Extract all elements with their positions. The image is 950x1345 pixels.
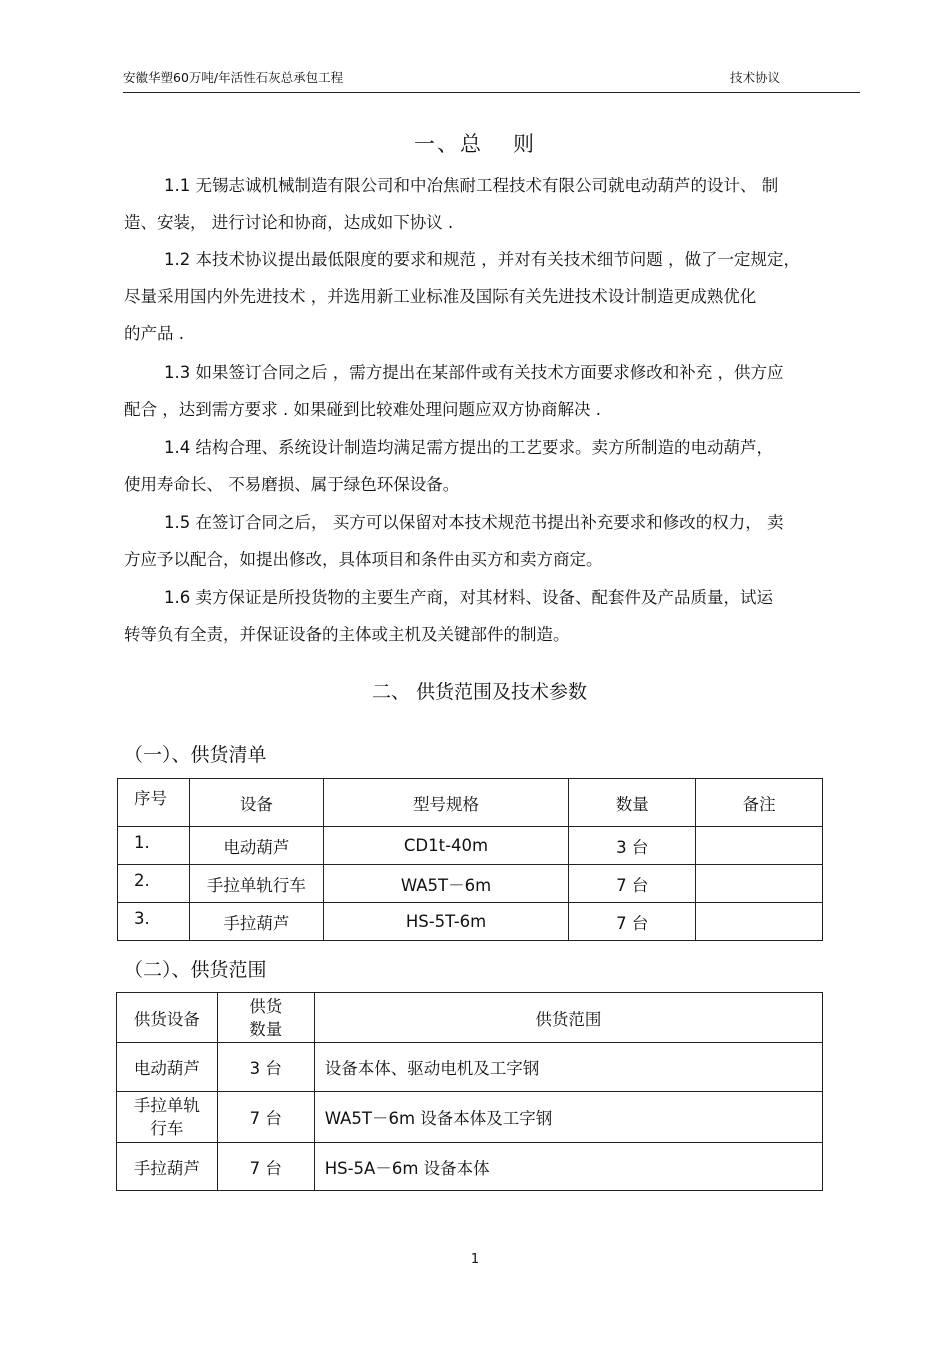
table-cell: CD1t-40m <box>323 827 569 865</box>
table-cell: 3 台 <box>569 827 696 865</box>
table-row <box>117 1092 823 1143</box>
clause-line: 1.2 本技术协议提出最低限度的要求和规范 ，并对有关技术细节问题 ，做了一定规定， <box>164 250 800 269</box>
supply-list-title: （一）、供货清单 <box>124 744 267 766</box>
clause-line: 1.5 在签订合同之后， 买方可以保留对本技术规范书提出补充要求和修改的权力， 卖 <box>164 513 784 532</box>
table-cell: 1. <box>118 827 190 865</box>
clause-1-3 <box>124 354 864 428</box>
header-cell: 设备 <box>189 779 323 827</box>
table-cell: HS-5T-6m <box>323 903 569 941</box>
table-row <box>118 827 823 865</box>
table-cell: 电动葫芦 <box>117 1043 218 1092</box>
supply-list-table <box>117 778 823 941</box>
table-cell: 手拉葫芦 <box>189 903 323 941</box>
section-1-title <box>0 128 950 158</box>
clause-line: 造、安装， 进行讨论和协商，达成如下协议 . <box>124 213 454 232</box>
clause-line: 1.1 无锡志诚机械制造有限公司和中冶焦耐工程技术有限公司就电动葫芦的设计、 制 <box>164 176 779 195</box>
header-cell: 供货设备 <box>117 993 218 1043</box>
table-cell: 3 台 <box>217 1043 314 1092</box>
header-cell: 供货范围 <box>314 993 822 1043</box>
page-number: 1 <box>470 1252 480 1267</box>
clause-1-5 <box>124 504 864 578</box>
table-row <box>117 1143 823 1191</box>
table-row <box>118 903 823 941</box>
clause-1-4 <box>124 429 864 503</box>
clause-1-6 <box>124 579 864 653</box>
clause-line: 尽量采用国内外先进技术 ，并选用新工业标准及国际有关先进技术设计制造更成熟优化 <box>124 287 757 306</box>
clause-line: 1.3 如果签订合同之后 ，需方提出在某部件或有关技术方面要求修改和补充 ，供方应 <box>164 363 784 382</box>
table-cell: 7 台 <box>217 1143 314 1191</box>
header-cell: 供货 数量 <box>217 993 314 1043</box>
table-cell: 7 台 <box>569 865 696 903</box>
table-cell: 3. <box>118 903 190 941</box>
table-row <box>118 865 823 903</box>
section-2-title: 二、 供货范围及技术参数 <box>372 681 588 703</box>
table-row <box>117 1043 823 1092</box>
table-cell <box>696 865 823 903</box>
section-1-title-part-a: 一、总 <box>414 132 483 156</box>
clause-1-2 <box>124 241 864 352</box>
table-cell: HS-5A－6m 设备本体 <box>314 1143 822 1191</box>
clause-line: 1.6 卖方保证是所投货物的主要生产商，对其材料、设备、配套件及产品质量，试运 <box>164 588 773 607</box>
clause-line: 使用寿命长、 不易磨损、属于绿色环保设备。 <box>124 475 460 494</box>
table-cell: 7 台 <box>569 903 696 941</box>
table-cell: 手拉葫芦 <box>117 1143 218 1191</box>
table-cell: 电动葫芦 <box>189 827 323 865</box>
header-cell: 序号 <box>118 779 190 827</box>
table-cell: 设备本体、驱动电机及工字钢 <box>314 1043 822 1092</box>
table-cell <box>696 903 823 941</box>
header-project-title: 安徽华塑60万吨/年活性石灰总承包工程 <box>123 70 344 85</box>
table-cell: WA5T－6m <box>323 865 569 903</box>
table-cell: 手拉单轨行车 <box>189 865 323 903</box>
header-cell: 备注 <box>696 779 823 827</box>
supply-scope-title: （二）、供货范围 <box>124 959 267 981</box>
header-cell: 型号规格 <box>323 779 569 827</box>
clause-line: 方应予以配合，如提出修改，具体项目和条件由买方和卖方商定。 <box>124 550 603 569</box>
supply-scope-table <box>116 992 823 1191</box>
header-doc-type: 技术协议 <box>730 70 781 85</box>
clause-line: 配合 ，达到需方要求 . 如果碰到比较难处理问题应双方协商解决 . <box>124 400 601 419</box>
table-header-row <box>117 993 823 1043</box>
table-cell: 手拉单轨 行车 <box>117 1092 218 1143</box>
section-1-title-part-b: 则 <box>513 132 536 156</box>
page-header <box>123 66 860 93</box>
table-cell: 2. <box>118 865 190 903</box>
clause-1-1 <box>124 167 864 241</box>
clause-line: 1.4 结构合理、系统设计制造均满足需方提出的工艺要求。卖方所制造的电动葫芦， <box>164 438 773 457</box>
header-cell: 数量 <box>569 779 696 827</box>
table-header-row <box>118 779 823 827</box>
clause-line: 转等负有全责，并保证设备的主体或主机及关键部件的制造。 <box>124 625 570 644</box>
table-cell: 7 台 <box>217 1092 314 1143</box>
table-cell <box>696 827 823 865</box>
clause-line: 的产品 . <box>124 324 184 343</box>
table-cell: WA5T－6m 设备本体及工字钢 <box>314 1092 822 1143</box>
